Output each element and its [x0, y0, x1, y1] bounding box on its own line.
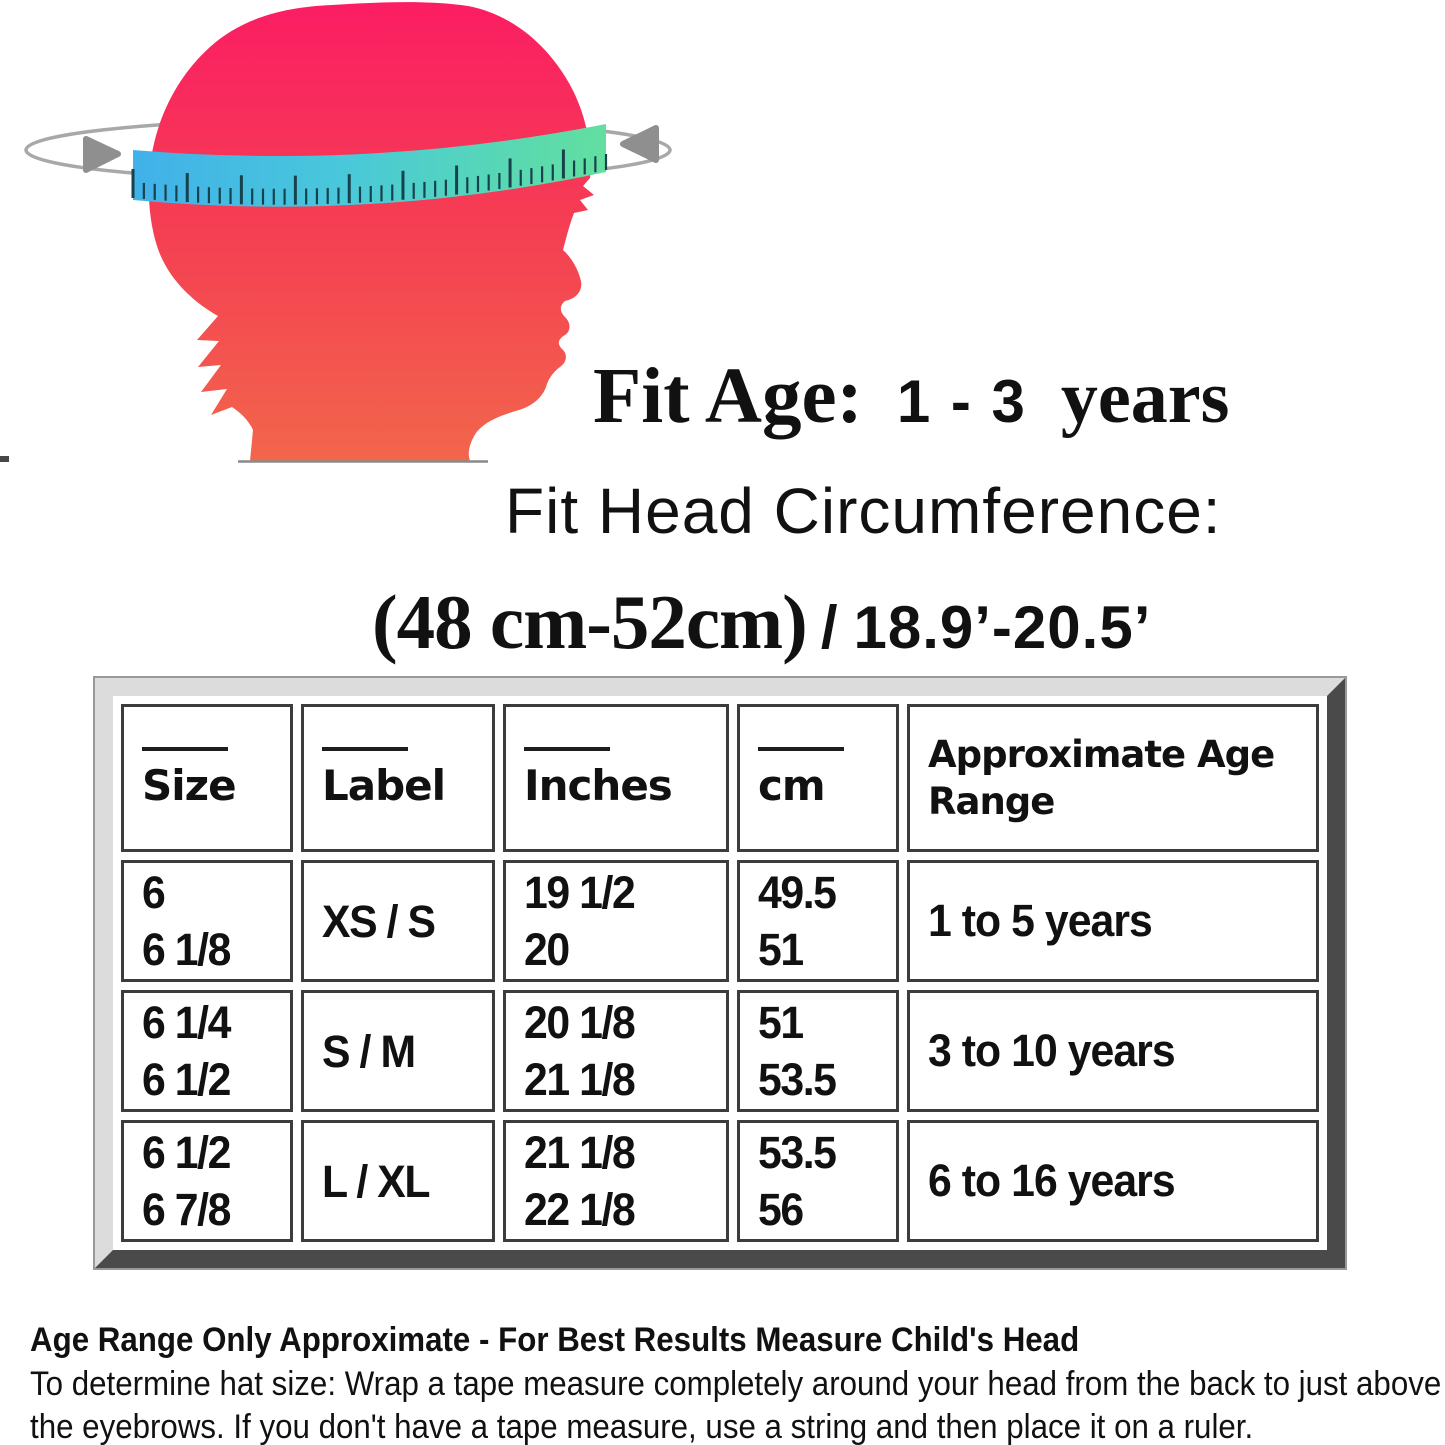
cell-value: 51: [758, 924, 803, 975]
label-cell: [301, 990, 495, 1112]
header-cell-size: [121, 704, 293, 852]
cell-value: 56: [758, 1184, 803, 1235]
cell-value: 53.5: [758, 1127, 836, 1178]
cell-value: S / M: [322, 1025, 415, 1077]
cell-value: 3 to 10 years: [928, 1025, 1175, 1076]
cell-value: 6 7/8: [142, 1184, 230, 1235]
size-cell: [121, 1120, 293, 1242]
fit-age-unit: years: [1060, 357, 1230, 439]
fit-range-line: [372, 578, 1151, 667]
rotation-arrow-right-icon: [623, 128, 656, 160]
left-edge-artifact: [0, 456, 9, 462]
fit-range-metric: (48 cm-52cm): [372, 579, 807, 665]
age-range-cell: [907, 1120, 1319, 1242]
cell-value: 49.5: [758, 867, 836, 918]
column-header: cm: [758, 760, 825, 810]
cell-value: 21 1/8: [524, 1054, 635, 1105]
header-cell-inches: [503, 704, 729, 852]
head-silhouette: [149, 2, 594, 461]
size-cell: [121, 990, 293, 1112]
fit-age-line: [593, 352, 1229, 442]
header-dash: [758, 747, 844, 751]
header-dash: [322, 747, 408, 751]
cm-cell: [737, 860, 899, 982]
fit-age-value: 1 - 3: [896, 368, 1027, 435]
label-cell: [301, 1120, 495, 1242]
fit-range-separator: /: [820, 594, 838, 661]
cell-value: 21 1/8: [524, 1127, 635, 1178]
rotation-arrow-left-icon: [86, 139, 118, 170]
header-cell-age-range: [907, 704, 1319, 852]
fit-age-label: Fit Age:: [593, 353, 863, 440]
header-cell-label: [301, 704, 495, 852]
cell-value: 20 1/8: [524, 997, 635, 1048]
footnote-line: the eyebrows. If you don't have a tape measure, use a string and then place it on a ruler.: [30, 1408, 1254, 1445]
column-header: Inches: [524, 760, 672, 810]
cell-value: 6 1/2: [142, 1127, 230, 1178]
cell-value: 6 1/2: [142, 1054, 230, 1105]
footnote-heading: Age Range Only Approximate - For Best Results Measure Child's Head: [30, 1321, 1080, 1359]
label-cell: [301, 860, 495, 982]
footnote: [30, 1318, 1445, 1445]
fit-head-circumference-label: Fit Head Circumference:: [505, 475, 1222, 547]
cell-value: L / XL: [322, 1155, 430, 1207]
size-table: [95, 678, 1345, 1268]
cell-value: 6: [142, 867, 165, 918]
cell-value: 6 to 16 years: [928, 1155, 1175, 1206]
header-dash: [142, 747, 228, 751]
size-table-grid: [113, 696, 1327, 1250]
size-cell: [121, 860, 293, 982]
footnote-line: To determine hat size: Wrap a tape measure completely around your head from the back to just above: [30, 1365, 1442, 1403]
header-dash: [524, 747, 610, 751]
cell-value: 6 1/4: [142, 997, 230, 1048]
fit-range-imperial: 18.9’-20.5’: [853, 594, 1152, 661]
cell-value: 22 1/8: [524, 1184, 635, 1235]
cell-value: 1 to 5 years: [928, 895, 1152, 946]
cell-value: 19 1/2: [524, 867, 635, 918]
cm-cell: [737, 990, 899, 1112]
cell-value: 51: [758, 997, 803, 1048]
column-header: Approximate Age Range: [928, 732, 1275, 823]
cell-value: 6 1/8: [142, 924, 230, 975]
inches-cell: [503, 1120, 729, 1242]
column-header: Label: [322, 760, 446, 810]
header-cell-cm: [737, 704, 899, 852]
inches-cell: [503, 860, 729, 982]
cell-value: XS / S: [322, 895, 435, 947]
cell-value: 20: [524, 924, 569, 975]
cell-value: 53.5: [758, 1054, 836, 1105]
age-range-cell: [907, 990, 1319, 1112]
cm-cell: [737, 1120, 899, 1242]
inches-cell: [503, 990, 729, 1112]
age-range-cell: [907, 860, 1319, 982]
column-header: Size: [142, 760, 236, 810]
